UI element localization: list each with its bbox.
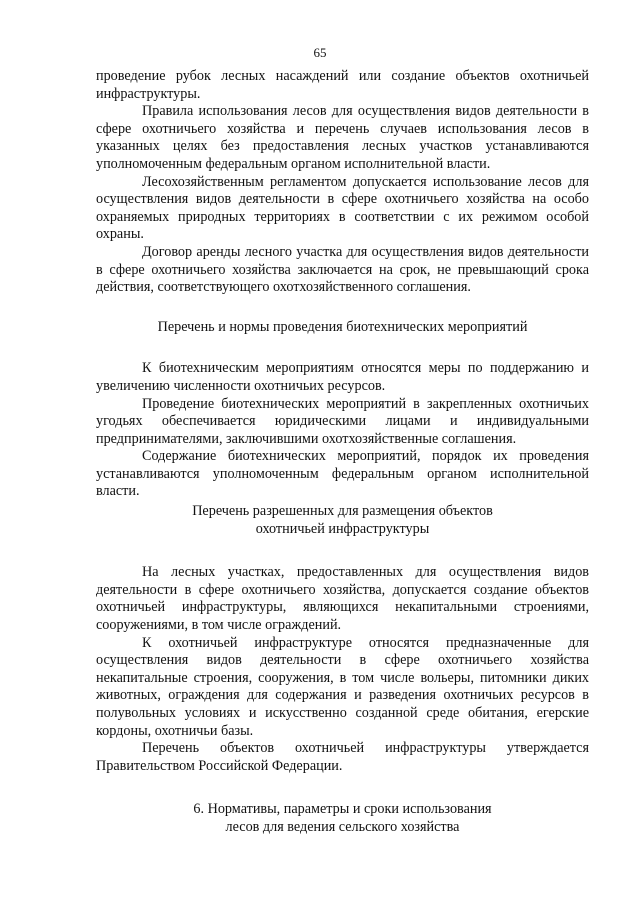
section-heading-agriculture	[96, 801, 589, 836]
section-heading-biotechnical: Перечень и нормы проведения биотехнических мероприятий	[157, 318, 528, 335]
heading-line: 6. Нормативы, параметры и сроки использования	[193, 801, 492, 818]
paragraph-biotechnical-content: Содержание биотехнических мероприятий, порядок их проведения устанавливаются уполномоченным федеральным органом исполнительной власти.	[96, 448, 589, 500]
paragraph-lease-agreement: Договор аренды лесного участка для осуществления видов деятельности в сфере охотничьего хозяйства заключается на срок, не превышающий срока действия, соответствующего охотхозяйственного соглашения.	[96, 243, 589, 296]
paragraph-continuation: проведение рубок лесных насаждений или создание объектов охотничьей инфраструктуры.	[96, 68, 589, 102]
paragraph-biotechnical-responsibility: Проведение биотехнических мероприятий в закрепленных охотничьих угодьях обеспечивается юридическими лицами и индивидуальными предпринимателями, заключившими охотхозяйственные соглашения.	[96, 395, 589, 447]
heading-line: Перечень разрешенных для размещения объектов	[192, 503, 493, 520]
paragraph-usage-rules: Правила использования лесов для осуществления видов деятельности в сфере охотничьего хозяйства и перечень случаев использования лесов в указанных целях без предоставления лесных участков устанавливаются уполномоченным федеральным органом исполнительной власти.	[96, 103, 589, 172]
paragraph-protected-areas: Лесохозяйственным регламентом допускается использование лесов для осуществления видов деятельности в сфере охотничьего хозяйства на особо охраняемых природных территориях в соответствии с их режимом особой охраны.	[96, 173, 589, 243]
paragraph-infrastructure-definition: К охотничьей инфраструктуре относятся предназначенные для осуществления видов деятельности в сфере охотничьего хозяйства некапитальные строения, сооружения, в том числе вольеры, питомники диких животных, ограждения для содержания и разведения охотничьих ресурсов в полувольных условиях и искусственно созданной среде обитания, егерские кордоны, охотничьи базы.	[96, 634, 589, 739]
section-heading-infrastructure	[96, 503, 589, 538]
heading-line: лесов для ведения сельского хозяйства	[225, 818, 460, 835]
heading-line: охотничьей инфраструктуры	[255, 520, 430, 537]
page-number: 65	[313, 45, 327, 60]
paragraph-biotechnical-measures: К биотехническим мероприятиям относятся меры по поддержанию и увеличению численности охотничьих ресурсов.	[96, 360, 589, 394]
document-body	[96, 68, 589, 837]
paragraph-infrastructure-approval: Перечень объектов охотничьей инфраструктуры утверждается Правительством Российской Федерации.	[96, 740, 589, 774]
paragraph-infrastructure-allowed: На лесных участках, предоставленных для осуществления видов деятельности в сфере охотничьего хозяйства, допускается создание объектов охотничьей инфраструктуры, являющихся некапитальными строениями, сооружениями, в том числе ограждений.	[96, 564, 589, 634]
